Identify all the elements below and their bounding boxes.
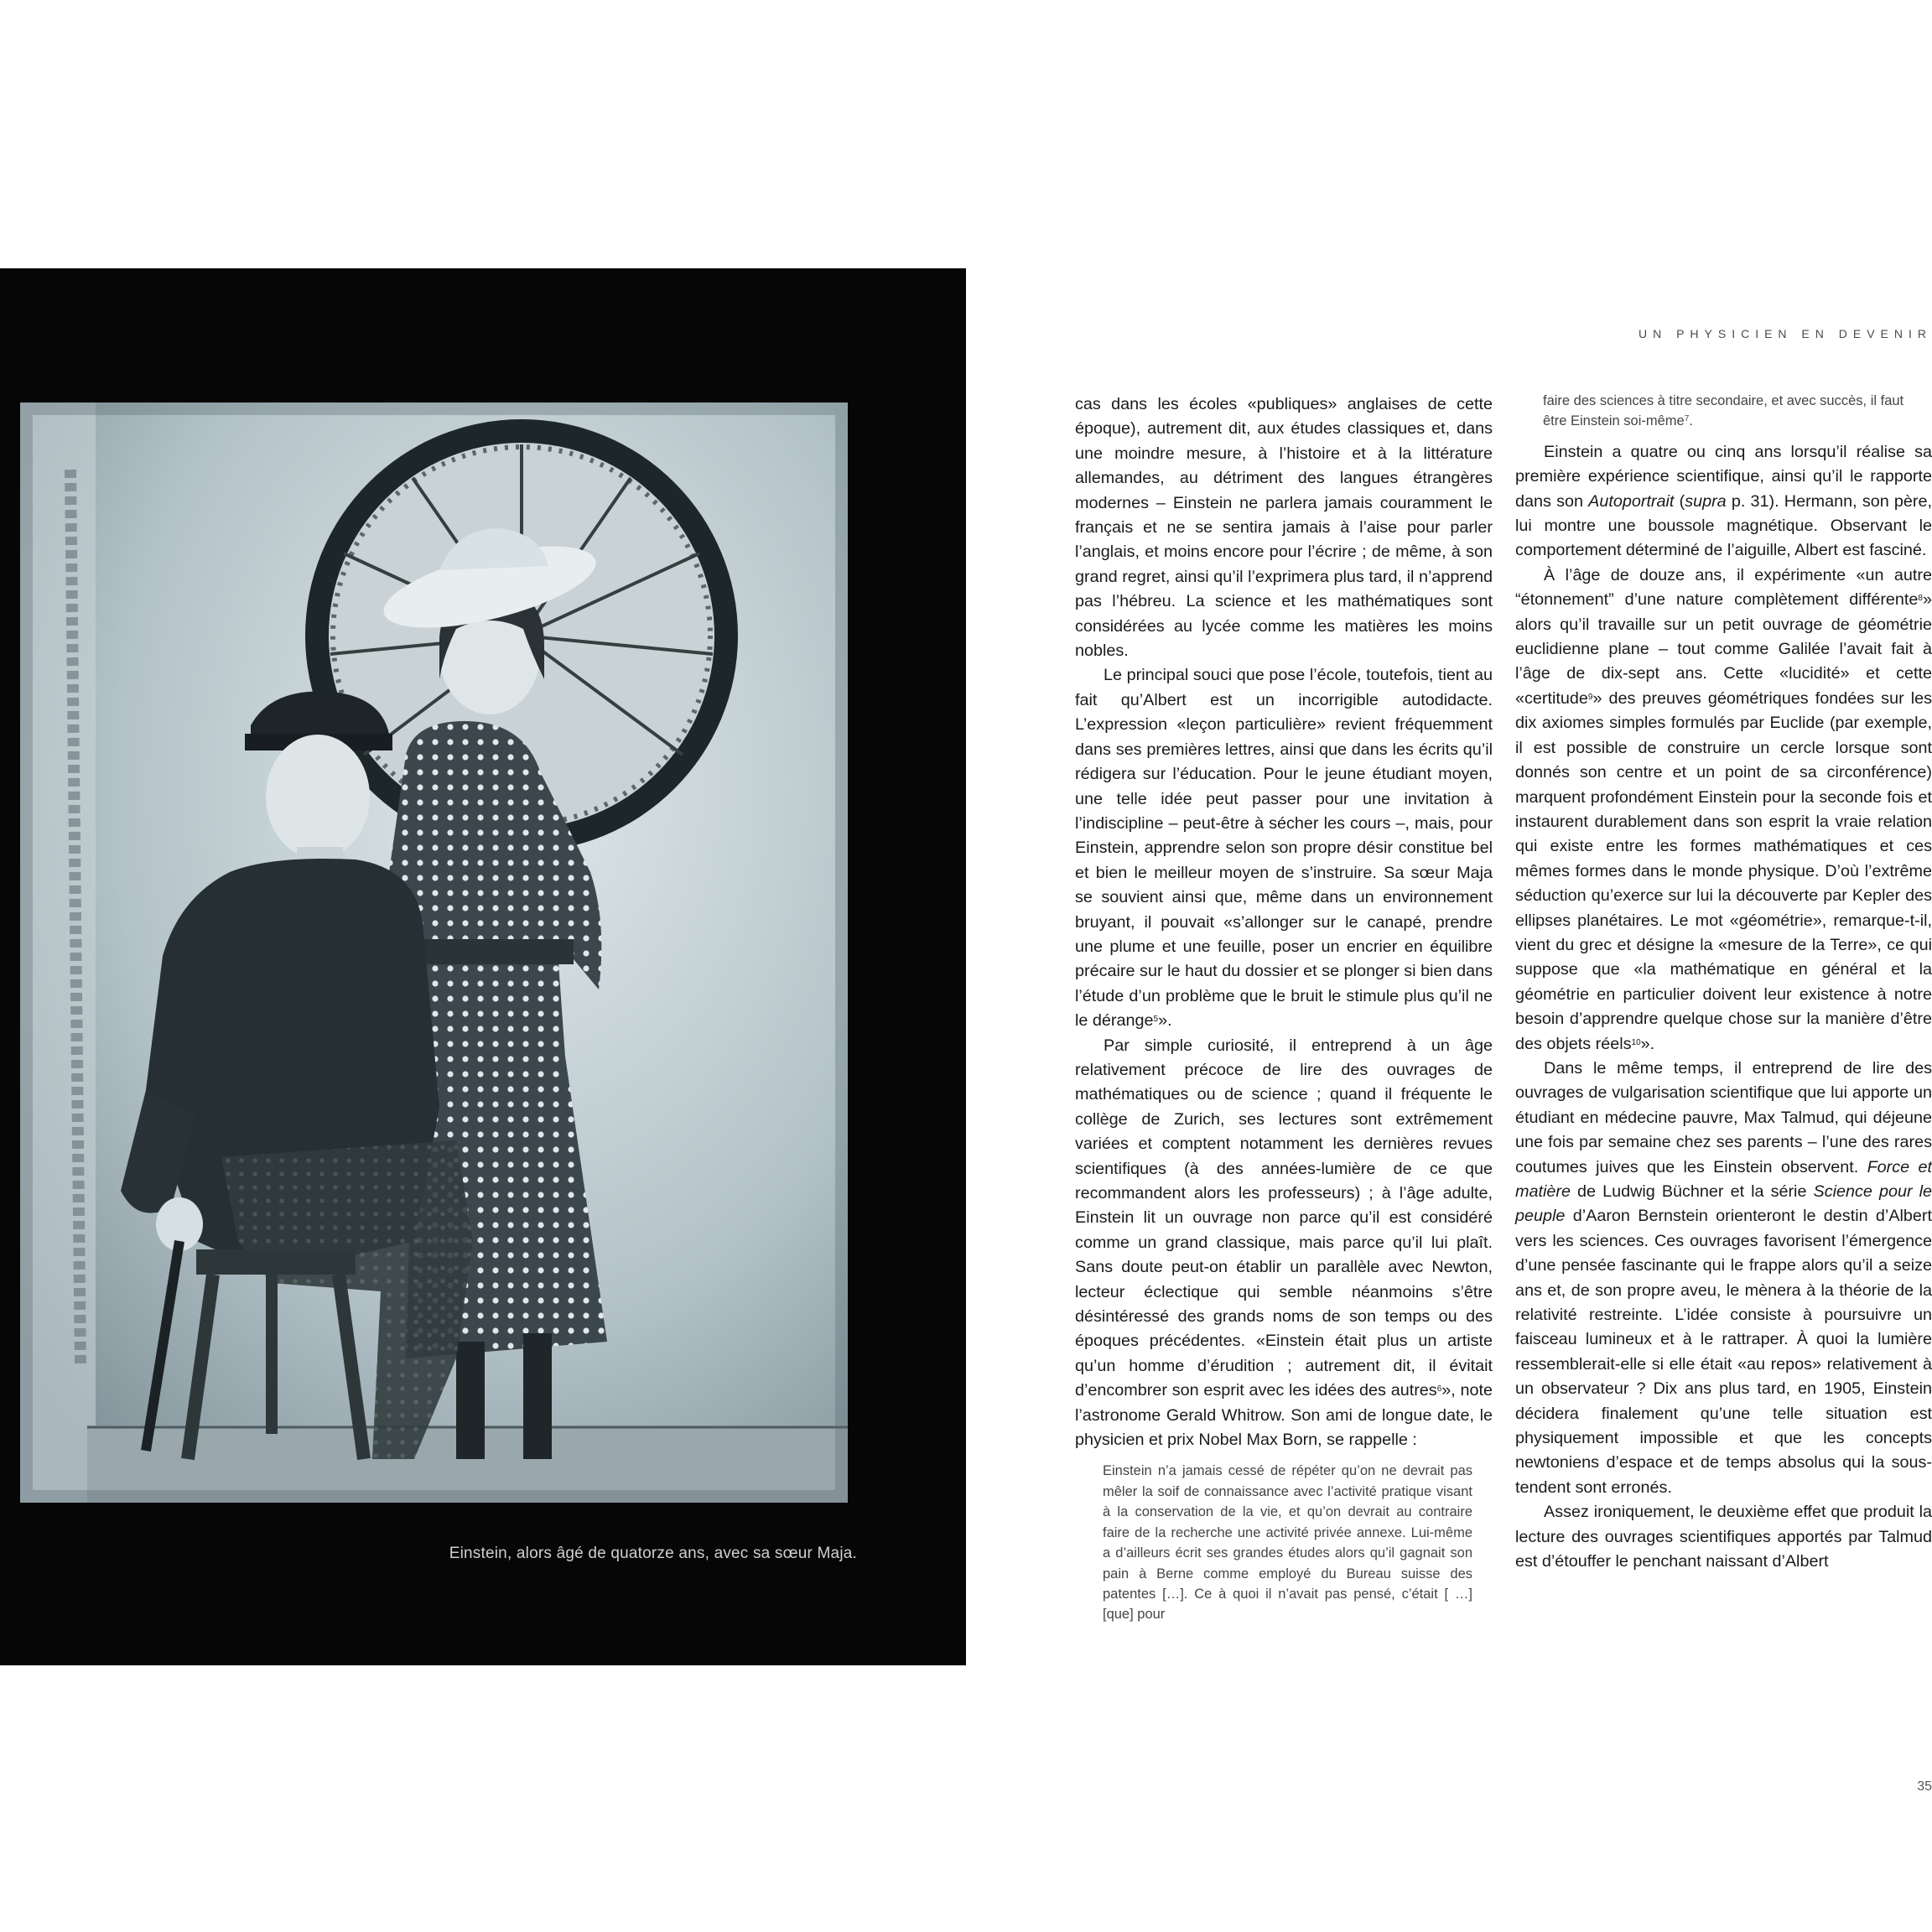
- paragraph: [1075, 663, 1493, 1033]
- paragraph-text: ».: [1640, 1034, 1655, 1053]
- footnote-ref: 8: [1918, 594, 1923, 604]
- footnote-ref: 6: [1436, 1384, 1442, 1394]
- book-title: Science pour le peuple: [1515, 1182, 1932, 1226]
- paragraph-text: Dans le même temps, il entreprend de lire des ouvrages de vulgarisation scientifique que lui apporte un étudiant en médecine pauvre, Max Talmud, qui déjeune une fois par semaine chez ses parents – l’une des rares coutumes juives que les Einstein observent.: [1515, 1058, 1932, 1176]
- text-column-left: [1075, 392, 1493, 1625]
- paragraph-text: Par simple curiosité, il entreprend à un âge relativement précoce de lire des ouvrages de mathématiques ou de science ; quand il fréquente le collège de Zurich, ses lectures sont extrêmement variées et comptent notamment les dernières revues scientifiques (à des années-lumière de ce que recommandent alors les professeurs) ; à l’âge adulte, Einstein lit un ouvrage non parce qu’il est considéré comme un grand classique, mais parce qu’il lui plaît. Sans doute peut-on établir un parallèle avec Newton, lecteur éclectique qui semble néanmoins s’être désintéressé des grands noms de son temps ou des époques précédentes. «Einstein était plus un artiste qu’un homme d’érudition ; autrement dit, il évitait d’encombrer son esprit avec les idées des autres: [1075, 1036, 1493, 1400]
- paragraph-text: Einstein a quatre ou cinq ans lorsqu’il réalise sa première expérience scientifique, ainsi qu’il le rapporte dans son: [1515, 442, 1932, 511]
- paragraph-text: (: [1674, 491, 1685, 511]
- quote-text: .: [1689, 413, 1693, 429]
- book-title: Force et matière: [1515, 1157, 1932, 1201]
- reference-word: supra: [1685, 491, 1727, 511]
- running-head: UN PHYSICIEN EN DEVENIR: [1638, 327, 1932, 340]
- paragraph-text: » des preuves géométriques fondées sur les dix axiomes simples formulés par Euclide (par exemple, il est possible de construire un cercle lorsque sont donnés son centre et un point de sa circonférence) marquent profondément Einstein pour la seconde fois et instaurent durablement dans son esprit la vraie relation qui existe entre les formes mathématiques et ces mêmes formes dans le monde physique. D’où l’extrême séduction qu’exerce sur lui la découverte par Kepler des ellipses planétaires. Le mot «géométrie», remarque-t-il, vient du grec et désigne la «mesure de la Terre», ce qui suppose que «la mathématique en général et la géométrie en particulier doivent leur existence à notre besoin d’apprendre quelque chose sur la manière d’être des objets réels: [1515, 688, 1932, 1053]
- photo-page: [0, 268, 966, 1665]
- paragraph: Assez ironiquement, le deuxième effet que produit la lecture des ouvrages scientifiques apportés par Talmud est d’étouffer le penchant naissant d’Albert: [1515, 1503, 1932, 1571]
- historical-photograph: [20, 402, 848, 1503]
- footnote-ref: 7: [1684, 414, 1690, 424]
- paragraph: cas dans les écoles «publiques» anglaises de cette époque), autrement dit, aux études classiques et, dans une moindre mesure, à l’histoire et à la littérature allemandes, au détriment des langues étrangères modernes – Einstein ne parlera jamais couramment le français et ne se sentira jamais à l’aise pour parler l’anglais, et moins encore pour l’écrire ; de même, à son grand regret, ainsi qu’il l’exprimera plus tard, il n’apprend pas l’hébreu. La science et les mathématiques sont considérées au lycée comme les matières les moins nobles.: [1075, 395, 1493, 661]
- paragraph-text: Le principal souci que pose l’école, toutefois, tient au fait qu’Albert est un incorrigible autodidacte. L’expression «leçon particulière» revient fréquemment dans ses premières lettres, ainsi que dans les écrits qu’il rédigera sur l’éducation. Pour le jeune étudiant moyen, une telle idée peut passer pour une invitation à l’indiscipline – peut-être à sécher les cours –, mais, pour Einstein, apprendre selon son propre désir constitue bel et bien le meilleur moyen de s’instruire. Sa sœur Maja se souvient ainsi que, même dans un environnement bruyant, il pouvait «s’allonger sur le canapé, prendre une plume et une feuille, poser un encrier en équilibre précaire sur le haut du dossier et se plonger si bien dans l’étude d’un problème que le bruit le stimule plus qu’il ne le dérange: [1075, 666, 1493, 1031]
- paragraph: [1515, 440, 1932, 564]
- paragraph-text: » alors qu’il travaille sur un petit ouvrage de géométrie euclidienne plane – tout comme Galilée l’avait fait à l’âge de dix-sept ans. Cette «lucidité» et cette «certitude: [1515, 590, 1932, 708]
- photo-caption: Einstein, alors âgé de quatorze ans, avec sa sœur Maja.: [449, 1545, 857, 1562]
- block-quote-continued: [1543, 391, 1915, 432]
- text-column-right: [1515, 391, 1932, 1575]
- block-quote: Einstein n’a jamais cessé de répéter qu’on ne devrait pas mêler la soif de connaissance avec l’activité pratique visant à la conservation de la vie, et qu’on devrait au contraire faire de la recherche une activité privée annexe. Lui-même a d’ailleurs écrit ses grandes études alors qu’il gagnait son pain à Berne comme employé du Bureau suisse des patentes […]. Ce à quoi il n’avait pas pensé, c’était [ …] [que] pour: [1103, 1463, 1472, 1623]
- paragraph-text: d’Aaron Bernstein orienteront le destin d’Albert vers les sciences. Ces ouvrages favorisent l’émergence d’une pensée fascinante qui le frappe alors qu’il a seize ans et, de son propre aveu, le mènera à la théorie de la relativité restreinte. L’idée consiste à poursuivre un faisceau lumineux et à le rattraper. À quoi la lumière ressemblerait-elle si elle était «au repos» relativement à un observateur ? Dix ans plus tard, en 1905, Einstein décidera finalement qu’une telle situation est physiquement impossible et que les concepts newtoniens d’espace et de temps absolus qui la sous-tendent sont erronés.: [1515, 1207, 1932, 1497]
- paragraph: [1515, 564, 1932, 1057]
- book-title: Autoportrait: [1588, 491, 1675, 511]
- paragraph-text: de Ludwig Büchner et la série: [1570, 1182, 1814, 1201]
- page-number: 35: [1917, 1779, 1932, 1794]
- photo-illustration: [20, 402, 848, 1503]
- paragraph-text: ».: [1158, 1011, 1172, 1031]
- paragraph: [1515, 1057, 1932, 1500]
- quote-text: faire des sciences à titre secondaire, et avec succès, il faut être Einstein soi-même: [1543, 393, 1904, 429]
- paragraph-text: p. 31). Hermann, son père, lui montre une boussole magnétique. Observant le comportement déterminé de l’aiguille, Albert est fasciné.: [1515, 491, 1932, 560]
- paragraph-text: », note l’astronome Gerald Whitrow. Son ami de longue date, le physicien et prix Nobel Max Born, se rappelle :: [1075, 1381, 1493, 1450]
- paragraph-text: À l’âge de douze ans, il expérimente «un autre “étonnement” d’une nature complètement différente: [1515, 565, 1932, 610]
- footnote-ref: 5: [1153, 1015, 1159, 1025]
- footnote-ref: 9: [1587, 692, 1593, 702]
- paragraph: [1075, 1034, 1493, 1453]
- footnote-ref: 10: [1631, 1037, 1641, 1047]
